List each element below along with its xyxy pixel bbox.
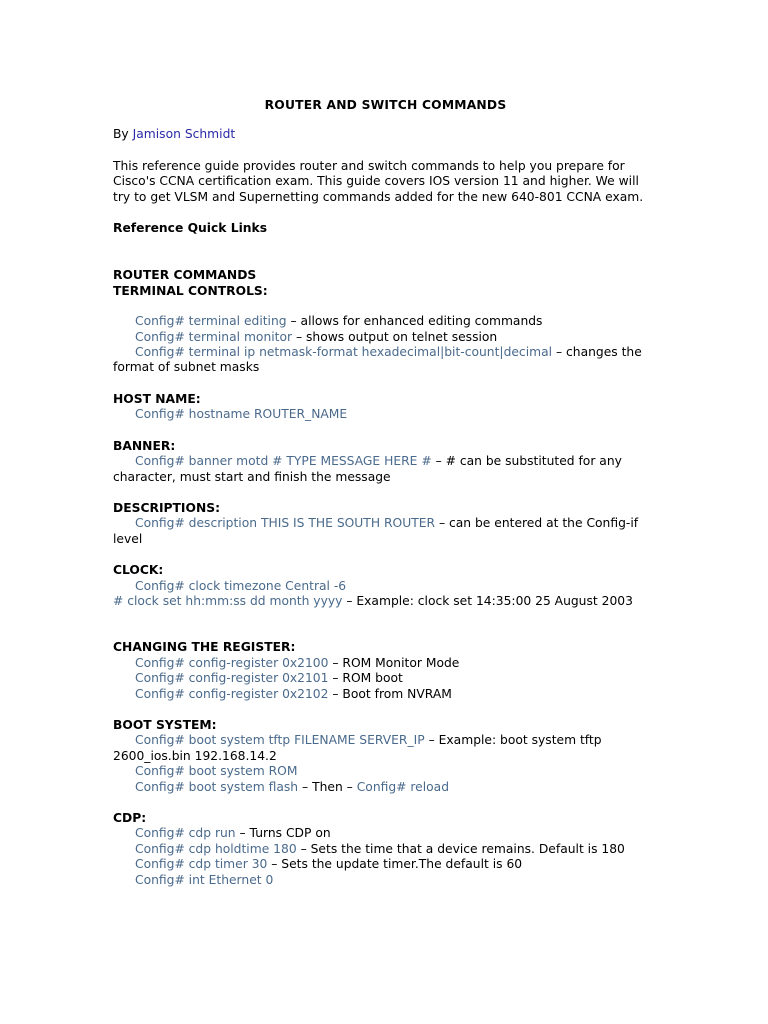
- command-line: [113, 733, 658, 764]
- command-description: – # can be substituted for any character, must start and finish the message: [113, 454, 622, 484]
- clock-heading: CLOCK:: [113, 563, 164, 578]
- command-text: Config# config-register 0x2101: [135, 671, 329, 686]
- host-name-section: [113, 407, 658, 422]
- command-text: Config# boot system flash: [135, 779, 299, 794]
- command-text: Config# terminal ip netmask-format hexadecimal|bit-count|decimal: [135, 345, 553, 360]
- command-description: – Boot from NVRAM: [328, 686, 452, 701]
- changing-register-heading: CHANGING THE REGISTER:: [113, 640, 296, 655]
- boot-system-section: [113, 733, 658, 795]
- command-text: Config# cdp timer 30: [135, 857, 268, 872]
- command-text: Config# reload: [356, 779, 450, 794]
- command-text: Config# cdp holdtime 180: [135, 841, 297, 856]
- command-description: – Example: clock set 14:35:00 25 August 2003: [342, 593, 633, 608]
- command-line: [113, 454, 658, 485]
- command-line: [113, 594, 658, 609]
- document-page: [113, 98, 658, 904]
- command-line: [113, 516, 658, 547]
- descriptions-heading: DESCRIPTIONS:: [113, 500, 221, 515]
- cdp-section: [113, 826, 658, 888]
- terminal-controls-section: [113, 314, 658, 376]
- command-description: – Sets the time that a device remains. Default is 180: [296, 841, 625, 856]
- command-line: [113, 579, 658, 594]
- terminal-controls-heading: TERMINAL CONTROLS:: [113, 283, 268, 298]
- command-text: Config# terminal monitor: [135, 329, 293, 344]
- command-line: [113, 671, 658, 686]
- command-text: Config# hostname ROUTER_NAME: [135, 407, 348, 422]
- command-description: – ROM boot: [328, 671, 403, 686]
- command-description: – Example: boot system tftp 2600_ios.bin 192.168.14.2: [113, 733, 602, 763]
- command-text: Config# cdp run: [135, 826, 236, 841]
- command-line: [113, 764, 658, 779]
- command-text: Config# config-register 0x2102: [135, 686, 329, 701]
- command-text: Config# boot system tftp FILENAME SERVER_IP: [135, 733, 425, 748]
- command-description: – Then –: [298, 779, 357, 794]
- command-text: Config# terminal editing: [135, 314, 287, 329]
- quick-links-heading[interactable]: Reference Quick Links: [113, 221, 268, 236]
- banner-section: [113, 454, 658, 485]
- banner-heading: BANNER:: [113, 438, 176, 453]
- command-description: – Sets the update timer.The default is 60: [267, 857, 523, 872]
- command-line: [113, 873, 658, 888]
- host-name-heading: HOST NAME:: [113, 391, 201, 406]
- command-line: [113, 826, 658, 841]
- command-line: [113, 330, 658, 345]
- command-text: Config# description THIS IS THE SOUTH ROUTER: [135, 516, 436, 531]
- changing-register-section: [113, 656, 658, 702]
- command-text: # clock set hh:mm:ss dd month yyyy: [113, 593, 343, 608]
- command-line: [113, 345, 658, 376]
- boot-system-heading: BOOT SYSTEM:: [113, 717, 217, 732]
- command-line: [113, 314, 658, 329]
- clock-section: [113, 579, 658, 610]
- intro-paragraph: This reference guide provides router and switch commands to help you prepare for Cisco's CCNA certification exam. This guide covers IOS version 11 and higher. We will try to get VLSM and Supernetting commands added for the new 640-801 CCNA exam.: [113, 158, 644, 204]
- descriptions-section: [113, 516, 658, 547]
- command-description: – allows for enhanced editing commands: [286, 314, 543, 329]
- byline-prefix: By: [113, 127, 133, 142]
- command-text: Config# config-register 0x2100: [135, 655, 329, 670]
- command-description: – can be entered at the Config-if level: [113, 516, 639, 546]
- command-description: – shows output on telnet session: [292, 329, 498, 344]
- router-commands-heading: ROUTER COMMANDS: [113, 268, 257, 283]
- command-line: [113, 687, 658, 702]
- command-text: Config# int Ethernet 0: [135, 872, 274, 887]
- author-link[interactable]: Jamison Schmidt: [132, 127, 236, 142]
- command-description: – changes the format of subnet masks: [113, 345, 642, 375]
- command-line: [113, 857, 658, 872]
- command-line: [113, 842, 658, 857]
- command-text: Config# boot system ROM: [135, 764, 298, 779]
- command-line: [113, 780, 658, 795]
- command-text: Config# clock timezone Central -6: [135, 578, 347, 593]
- byline: [113, 127, 658, 142]
- document-title: ROUTER AND SWITCH COMMANDS: [264, 98, 507, 112]
- command-line: [113, 407, 658, 422]
- command-description: – Turns CDP on: [235, 826, 331, 841]
- cdp-heading: CDP:: [113, 811, 147, 825]
- command-description: – ROM Monitor Mode: [328, 655, 460, 670]
- command-line: [113, 656, 658, 671]
- command-text: Config# banner motd # TYPE MESSAGE HERE #: [135, 454, 432, 469]
